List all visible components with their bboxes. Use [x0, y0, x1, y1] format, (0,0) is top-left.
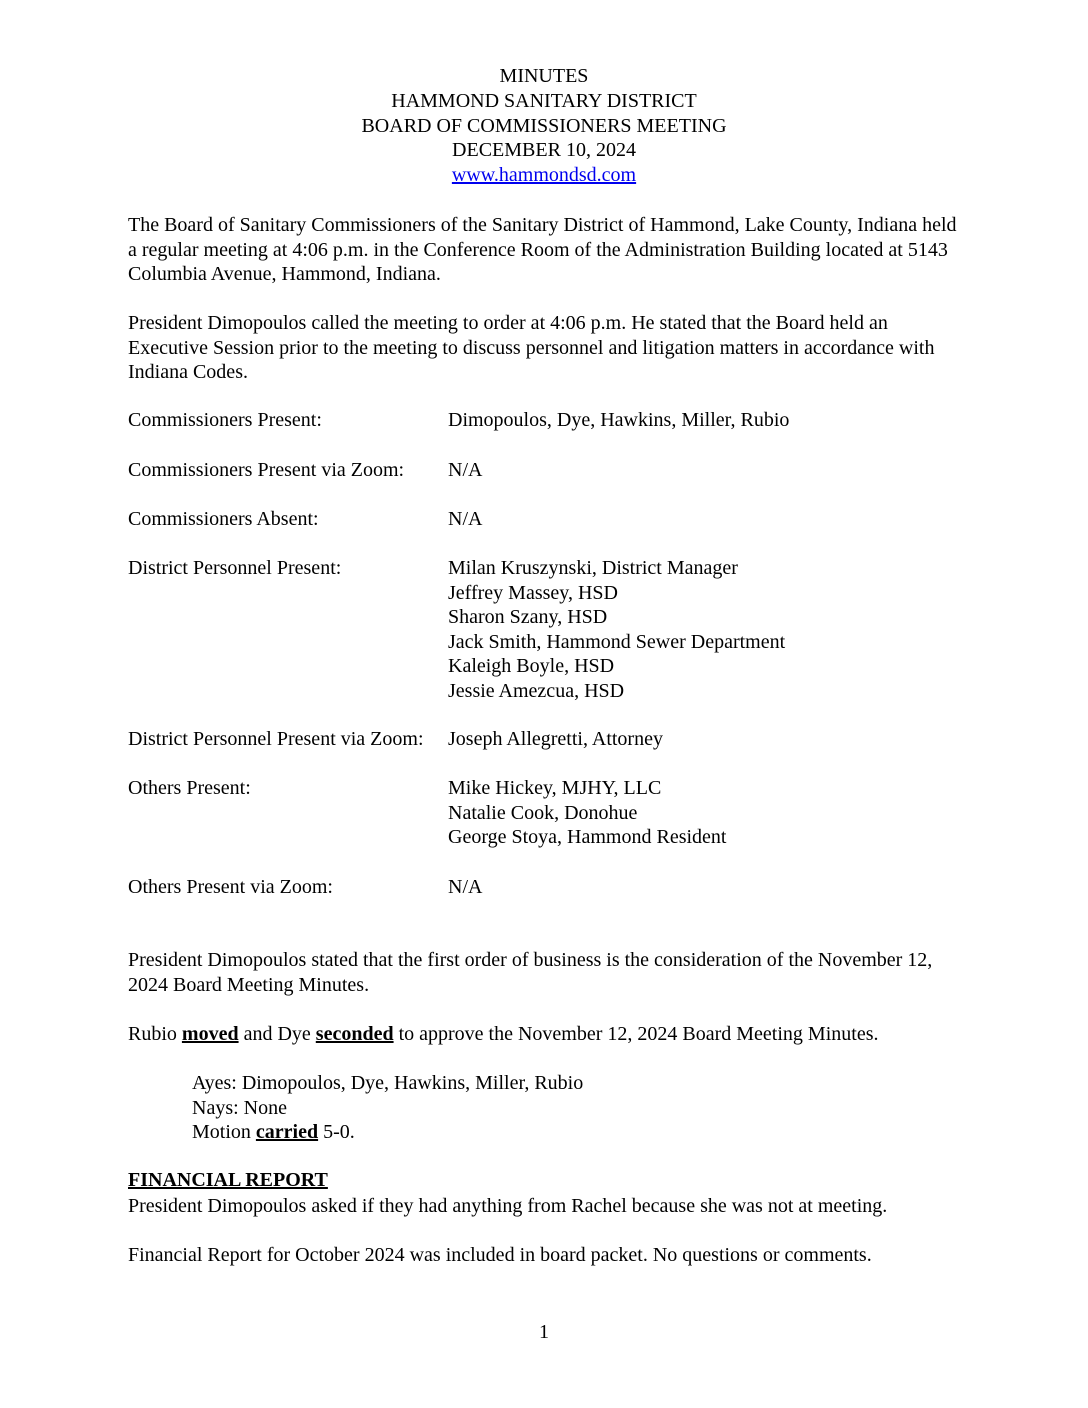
commissioners-present-label: Commissioners Present: — [128, 409, 322, 431]
list-item: Natalie Cook, Donohue — [448, 801, 638, 824]
others-zoom-value: N/A — [448, 876, 483, 898]
commissioners-present-value: Dimopoulos, Dye, Hawkins, Miller, Rubio — [448, 409, 790, 431]
list-item: Jack Smith, Hammond Sewer Department — [448, 630, 786, 653]
financial-report-line: President Dimopoulos asked if they had anything from Rachel because she was not at meeting. — [128, 1195, 888, 1217]
financial-report-heading: FINANCIAL REPORT — [128, 1169, 328, 1191]
motion-label: Motion — [192, 1121, 251, 1143]
vote-count: 5-0. — [323, 1121, 355, 1143]
intro-paragraph: The Board of Sanitary Commissioners of the Sanitary District of Hammond, Lake County, Indiana held a regular meeting at 4:06 p.m. in the Conference Room of the Administration Building located at 5143 Columbia Avenue, Hammond, Indiana. — [128, 214, 957, 285]
personnel-present-list — [448, 556, 785, 703]
personnel-present-label: District Personnel Present: — [128, 557, 342, 579]
document-header — [0, 64, 1088, 188]
seconded-keyword: seconded — [315, 1023, 394, 1045]
vote-ayes: Ayes: Dimopoulos, Dye, Hawkins, Miller, Rubio — [192, 1072, 584, 1094]
list-item: Kaleigh Boyle, HSD — [448, 655, 615, 677]
list-item: Mike Hickey, MJHY, LLC — [448, 777, 662, 799]
call-to-order-paragraph: President Dimopoulos called the meeting to order at 4:06 p.m. He stated that the Board held an Executive Session prior to the meeting to discuss personnel and litigation matters in accordance with Indiana Codes. — [128, 312, 935, 383]
vote-nays: Nays: None — [192, 1096, 287, 1119]
commissioners-zoom-label: Commissioners Present via Zoom: — [128, 459, 405, 481]
others-present-label: Others Present: — [128, 777, 251, 799]
page-number: 1 — [539, 1321, 549, 1343]
carried-keyword: carried — [255, 1121, 319, 1143]
list-item: Jeffrey Massey, HSD — [448, 581, 618, 604]
financial-report-summary: Financial Report for October 2024 was included in board packet. No questions or comments. — [128, 1244, 872, 1266]
commissioners-zoom-value: N/A — [448, 459, 483, 481]
header-organization: HAMMOND SANITARY DISTRICT — [391, 89, 697, 112]
list-item: Sharon Szany, HSD — [448, 606, 608, 628]
others-zoom-label: Others Present via Zoom: — [128, 876, 333, 898]
vote-result — [192, 1120, 583, 1145]
header-title: MINUTES — [499, 65, 589, 87]
list-item: George Stoya, Hammond Resident — [448, 826, 727, 848]
motion-mover: Rubio — [128, 1023, 177, 1045]
header-date: DECEMBER 10, 2024 — [452, 139, 636, 162]
commissioners-absent-value: N/A — [448, 508, 483, 530]
list-item: Jessie Amezcua, HSD — [448, 679, 625, 702]
motion-seconder: and Dye — [243, 1023, 311, 1045]
commissioners-absent-label: Commissioners Absent: — [128, 508, 319, 530]
motion-text: to approve the November 12, 2024 Board Meeting Minutes. — [398, 1023, 879, 1045]
personnel-zoom-label: District Personnel Present via Zoom: — [128, 728, 424, 750]
list-item: Milan Kruszynski, District Manager — [448, 557, 738, 579]
personnel-zoom-value: Joseph Allegretti, Attorney — [448, 728, 663, 750]
vote-block — [192, 1071, 583, 1145]
first-order-paragraph: President Dimopoulos stated that the first order of business is the consideration of the November 12, 2024 Board Meeting Minutes. — [128, 949, 933, 996]
moved-keyword: moved — [181, 1023, 239, 1045]
others-present-list — [448, 776, 726, 850]
motion-paragraph — [128, 1022, 1028, 1047]
header-meeting-name: BOARD OF COMMISSIONERS MEETING — [361, 114, 727, 137]
website-link[interactable]: www.hammondsd.com — [451, 164, 637, 187]
